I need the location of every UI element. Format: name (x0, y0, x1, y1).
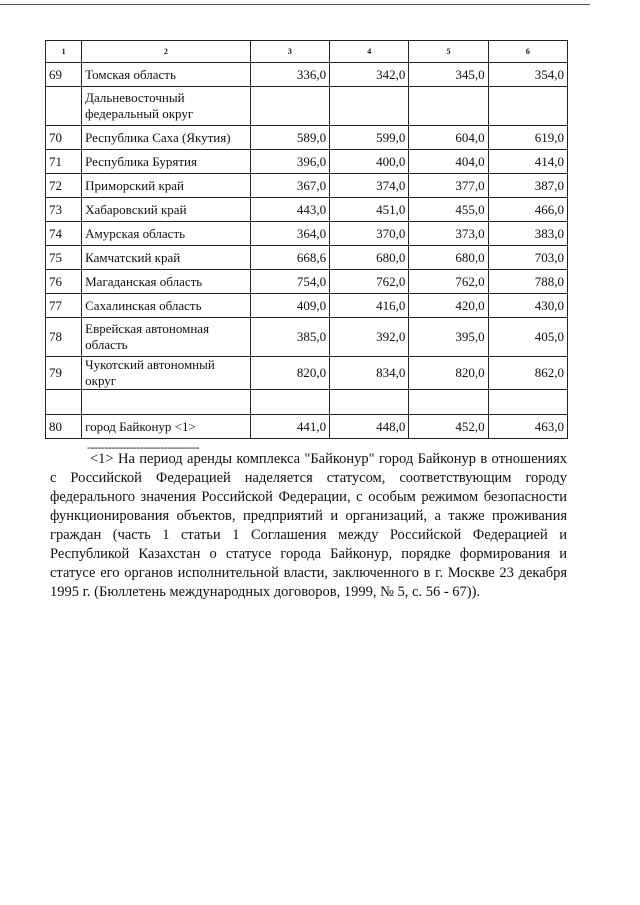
value-cell: 604,0 (409, 126, 488, 150)
row-number: 76 (46, 270, 82, 294)
top-rule (0, 4, 590, 5)
value-cell: 703,0 (488, 246, 567, 270)
table-row (46, 87, 568, 126)
value-cell: 589,0 (250, 126, 329, 150)
table-row (46, 174, 568, 198)
value-cell: 441,0 (250, 415, 329, 439)
footnote-separator: -------------------------------- (87, 440, 199, 454)
value-cell: 668,6 (250, 246, 329, 270)
value-cell (488, 390, 567, 415)
region-name: Приморский край (82, 174, 251, 198)
table-row (46, 222, 568, 246)
value-cell: 680,0 (409, 246, 488, 270)
value-cell: 342,0 (330, 63, 409, 87)
value-cell: 599,0 (330, 126, 409, 150)
region-name: Томская область (82, 63, 251, 87)
region-name: Республика Бурятия (82, 150, 251, 174)
value-cell: 367,0 (250, 174, 329, 198)
header-col-1: 1 (46, 41, 82, 63)
region-name: Хабаровский край (82, 198, 251, 222)
row-number (46, 390, 82, 415)
value-cell: 377,0 (409, 174, 488, 198)
row-number: 69 (46, 63, 82, 87)
value-cell: 374,0 (330, 174, 409, 198)
table-row (46, 198, 568, 222)
row-number: 80 (46, 415, 82, 439)
value-cell: 619,0 (488, 126, 567, 150)
row-number: 70 (46, 126, 82, 150)
value-cell: 387,0 (488, 174, 567, 198)
footnote-text: <1> На период аренды комплекса "Байконур" город Байконур в отношениях с Российской Федерацией наделяется статусом, соответствующим городу федерального значения Российской Федерации, с особым режимом безопасности функционирования объектов, предприятий и организаций, а также проживания граждан (часть 1 статьи 1 Соглашения между Российской Федерацией и Республикой Казахстан о статусе города Байконур, порядке формирования и статусе его органов исполнительной власти, заключенного в г. Москве 23 декабря 1995 г. (Бюллетень международных договоров, 1999, № 5, с. 56 - 67)). (50, 451, 567, 600)
regions-table (45, 40, 568, 439)
value-cell: 466,0 (488, 198, 567, 222)
value-cell: 405,0 (488, 318, 567, 357)
region-name: Дальневосточный федеральный округ (82, 87, 251, 126)
row-number: 77 (46, 294, 82, 318)
row-number: 78 (46, 318, 82, 357)
table-row (46, 415, 568, 439)
table-row (46, 150, 568, 174)
header-col-6: 6 (488, 41, 567, 63)
value-cell: 373,0 (409, 222, 488, 246)
value-cell: 452,0 (409, 415, 488, 439)
value-cell: 820,0 (250, 357, 329, 390)
value-cell (409, 390, 488, 415)
value-cell: 762,0 (409, 270, 488, 294)
value-cell: 385,0 (250, 318, 329, 357)
value-cell: 383,0 (488, 222, 567, 246)
row-number: 71 (46, 150, 82, 174)
value-cell: 370,0 (330, 222, 409, 246)
region-name: город Байконур <1> (82, 415, 251, 439)
header-col-4: 4 (330, 41, 409, 63)
table-row (46, 357, 568, 390)
row-number: 75 (46, 246, 82, 270)
value-cell: 788,0 (488, 270, 567, 294)
value-cell: 416,0 (330, 294, 409, 318)
row-number: 72 (46, 174, 82, 198)
value-cell: 834,0 (330, 357, 409, 390)
region-name: Амурская область (82, 222, 251, 246)
table-row (46, 318, 568, 357)
value-cell: 354,0 (488, 63, 567, 87)
value-cell (250, 390, 329, 415)
region-name: Республика Саха (Якутия) (82, 126, 251, 150)
region-name: Сахалинская область (82, 294, 251, 318)
region-name: Чукотский автономный округ (82, 357, 251, 390)
value-cell: 336,0 (250, 63, 329, 87)
header-col-2: 2 (82, 41, 251, 63)
value-cell: 680,0 (330, 246, 409, 270)
region-name: Магаданская область (82, 270, 251, 294)
region-name: Камчатский край (82, 246, 251, 270)
table-row (46, 294, 568, 318)
row-number (46, 87, 82, 126)
table-row (46, 270, 568, 294)
table-header-row (46, 41, 568, 63)
value-cell: 443,0 (250, 198, 329, 222)
table-row (46, 63, 568, 87)
value-cell: 448,0 (330, 415, 409, 439)
value-cell: 862,0 (488, 357, 567, 390)
region-name: Еврейская автономная область (82, 318, 251, 357)
value-cell: 400,0 (330, 150, 409, 174)
value-cell: 762,0 (330, 270, 409, 294)
value-cell (330, 390, 409, 415)
value-cell: 455,0 (409, 198, 488, 222)
table-row (46, 390, 568, 415)
table-row (46, 246, 568, 270)
row-number: 73 (46, 198, 82, 222)
value-cell (250, 87, 329, 126)
region-name (82, 390, 251, 415)
row-number: 79 (46, 357, 82, 390)
header-col-3: 3 (250, 41, 329, 63)
value-cell: 430,0 (488, 294, 567, 318)
value-cell: 364,0 (250, 222, 329, 246)
value-cell (330, 87, 409, 126)
value-cell: 396,0 (250, 150, 329, 174)
value-cell (409, 87, 488, 126)
row-number: 74 (46, 222, 82, 246)
header-col-5: 5 (409, 41, 488, 63)
value-cell: 463,0 (488, 415, 567, 439)
value-cell: 409,0 (250, 294, 329, 318)
value-cell: 754,0 (250, 270, 329, 294)
value-cell: 404,0 (409, 150, 488, 174)
value-cell (488, 87, 567, 126)
value-cell: 345,0 (409, 63, 488, 87)
value-cell: 420,0 (409, 294, 488, 318)
table-row (46, 126, 568, 150)
value-cell: 395,0 (409, 318, 488, 357)
value-cell: 820,0 (409, 357, 488, 390)
value-cell: 451,0 (330, 198, 409, 222)
value-cell: 392,0 (330, 318, 409, 357)
value-cell: 414,0 (488, 150, 567, 174)
